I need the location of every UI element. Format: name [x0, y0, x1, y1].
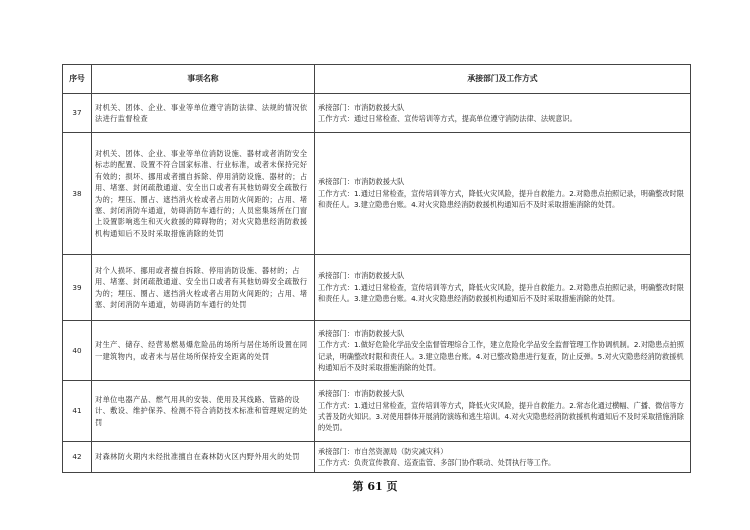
row-method: 工作方式：1.通过日常检查，宣传培训等方式，降低火灾风险，提升自救能力。2.对隐患点拍照记录，明确整改时限和责任人。3.建立隐患台账。4.对火灾隐患经消防救援机构通知后不及时采取措施消除的处罚。 [318, 188, 684, 210]
row-method: 工作方式：1.做好危险化学品安全监督管理综合工作，建立危险化学品安全监督管理工作协调机制。2.对隐患点拍照记录，明确整改时限和责任人。3.建立隐患台账。4.对已整改隐患进行复查，防止反弹。5.对火灾隐患经消防救援机构通知后不及时采取措施消除的处罚。 [318, 340, 684, 372]
header-dept: 承接部门及工作方式 [315, 65, 691, 94]
page-number: 第 61 页 [352, 480, 398, 493]
row-number: 40 [63, 321, 92, 381]
header-no: 序号 [63, 65, 92, 94]
row-method: 工作方式：负责宣传教育、巡查监管、多部门协作联动、处罚执行等工作。 [318, 458, 556, 467]
row-dept-cell [315, 442, 691, 473]
row-dept: 承接部门：市消防救援大队 [318, 271, 405, 281]
table-header-row [63, 65, 691, 94]
table-row [63, 133, 691, 255]
row-number: 39 [63, 255, 92, 321]
row-item: 对生产、储存、经营易燃易爆危险品的场所与居住场所设置在同一建筑物内，或者未与居住场所保持安全距离的处罚 [92, 321, 315, 381]
row-item: 对个人损坏、挪用或者擅自拆除、停用消防设施、器材的；占用、堵塞、封闭疏散通道、安全出口或者有其他妨碍安全疏散行为的；埋压、圈占、遮挡消火栓或者占用防火间距的；占用、堵塞、封闭消防车通道，妨碍消防车通行的处罚 [92, 255, 315, 321]
row-number: 42 [63, 442, 92, 473]
row-dept: 承接部门：市消防救援大队 [318, 177, 405, 187]
row-item: 对森林防火期内未经批准擅自在森林防火区内野外用火的处罚 [92, 442, 315, 473]
row-dept: 承接部门：市自然资源局（防灾减灾科） [318, 446, 448, 456]
table-row [63, 381, 691, 442]
row-number: 37 [63, 94, 92, 133]
header-item: 事项名称 [92, 65, 315, 94]
row-item: 对单位电器产品、燃气用具的安装、使用及其线路、管路的设计、敷设、维护保养、检测不符合消防技术标准和管理规定的处罚 [92, 381, 315, 442]
row-item: 对机关、团体、企业、事业等单位消防设施、器材或者消防安全标志的配置、设置不符合国家标准、行业标准，或者未保持完好有效的；损坏、挪用或者擅自拆除、停用消防设施、器材的；占用、堵塞、封闭疏散通道、安全出口或者有其他妨碍安全疏散行为的；埋压、圈占、遮挡消火栓或者占用防火间距的；占用、堵塞、封闭消防车通道，妨碍消防车通行的；人员密集场所在门窗上设置影响逃生和灭火救援的障碍物的；对火灾隐患经消防救援机构通知后不及时采取措施消除的处罚 [92, 133, 315, 255]
row-dept: 承接部门：市消防救援大队 [318, 102, 405, 112]
matters-table [62, 64, 691, 473]
row-dept-cell [315, 255, 691, 321]
row-item: 对机关、团体、企业、事业等单位遵守消防法律、法规的情况依法进行监督检查 [92, 94, 315, 133]
row-dept-cell [315, 94, 691, 133]
row-method: 工作方式：通过日常检查、宣传培训等方式，提高单位遵守消防法律、法规意识。 [318, 114, 577, 123]
table-row [63, 94, 691, 133]
row-dept-cell [315, 321, 691, 381]
row-number: 41 [63, 381, 92, 442]
row-method: 工作方式：1.通过日常检查，宣传培训等方式，降低火灾风险，提升自救能力。2.常态化通过横幅、广播、微信等方式普及防火知识。3.对使用群体开展消防演练和逃生培训。4.对火灾隐患经消防救援机构通知后不及时采取措施消除的处罚。 [318, 400, 684, 433]
row-dept: 承接部门：市消防救援大队 [318, 328, 405, 338]
row-method: 工作方式：1.通过日常检查，宣传培训等方式，降低火灾风险，提升自救能力。2.对隐患点拍照记录，明确整改时限和责任人。3.建立隐患台账。4.对火灾隐患经消防救援机构通知后不及时采取措施消除的处罚。 [318, 282, 684, 304]
row-number: 38 [63, 133, 92, 255]
table-row [63, 321, 691, 381]
row-dept-cell [315, 133, 691, 255]
row-dept-cell [315, 381, 691, 442]
row-dept: 承接部门：市消防救援大队 [318, 389, 405, 399]
table-row [63, 255, 691, 321]
table-row [63, 442, 691, 473]
